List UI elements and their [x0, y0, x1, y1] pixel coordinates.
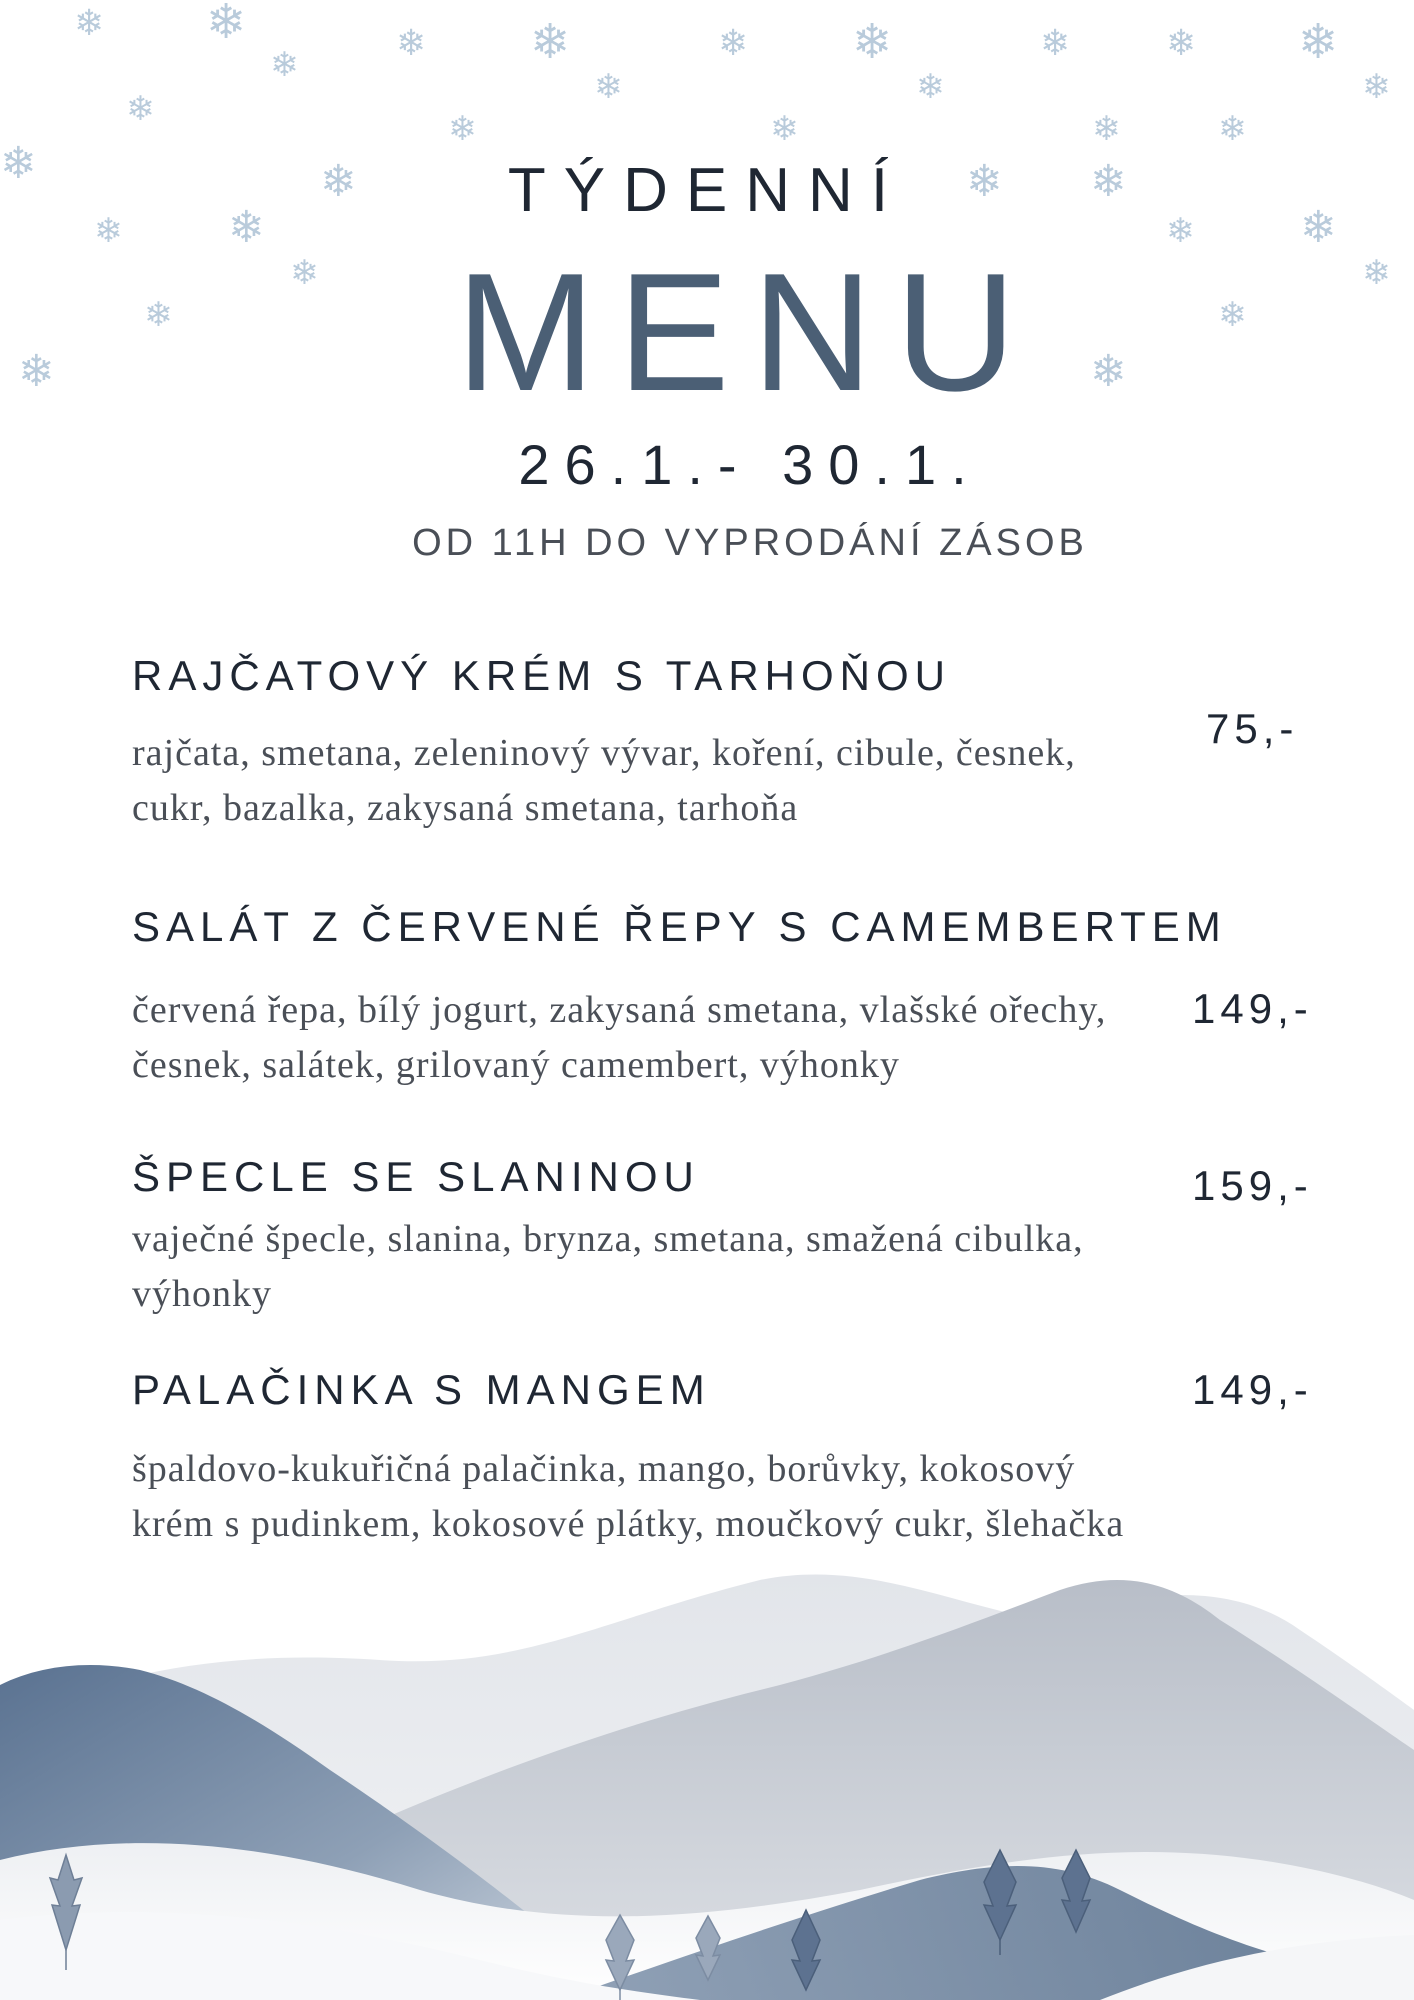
snowflake-icon: ❄: [1300, 202, 1337, 253]
menu-item-price: 159,-: [1192, 1162, 1313, 1209]
menu-item-name: RAJČATOVÝ KRÉM S TARHOŇOU: [132, 652, 951, 699]
snowflake-icon: ❄: [94, 211, 123, 251]
snowflake-icon: ❄: [126, 89, 155, 129]
menu-item-price: 149,-: [1192, 1366, 1313, 1413]
menu-item-price: 75,-: [1206, 705, 1299, 752]
page-subtitle: TÝDENNÍ: [507, 156, 907, 225]
snowflake-icon: ❄: [74, 3, 105, 44]
snowflake-icon: ❄: [594, 67, 623, 107]
snowflake-icon: ❄: [1298, 14, 1339, 70]
snowflake-icon: ❄: [770, 109, 799, 149]
page-title: MENU: [455, 238, 1039, 426]
menu-item-description: rajčata, smetana, zeleninový vývar, koření, cibule, česnek, cukr, bazalka, zakysaná smetana, tarhoňa: [132, 732, 1076, 829]
snowflake-icon: ❄: [0, 138, 37, 189]
date-range: 26.1.- 30.1.: [518, 433, 982, 496]
snowflake-icon: ❄: [1090, 346, 1127, 397]
snowflake-icon: ❄: [1166, 211, 1195, 251]
snowflake-icon: ❄: [1362, 253, 1391, 293]
snowflake-icon: ❄: [270, 45, 299, 85]
menu-item-description: vaječné špecle, slanina, brynza, smetana, smažená cibulka, výhonky: [132, 1218, 1084, 1315]
menu-item-description: špaldovo-kukuřičná palačinka, mango, borůvky, kokosový krém s pudinkem, kokosové plátky, moučkový cukr, šlehačka: [132, 1448, 1125, 1545]
opening-hours: OD 11H DO VYPRODÁNÍ ZÁSOB: [412, 522, 1088, 564]
snowflake-icon: ❄: [1092, 109, 1121, 149]
snowflake-icon: ❄: [1218, 295, 1247, 335]
snowflake-icon: ❄: [1166, 23, 1197, 64]
snowflake-icon: ❄: [1362, 67, 1391, 107]
snowflake-icon: ❄: [718, 23, 749, 64]
snowflake-icon: ❄: [852, 14, 893, 70]
snowflake-icon: ❄: [530, 14, 571, 70]
snowflake-icon: ❄: [320, 156, 357, 207]
snowflake-icon: ❄: [228, 202, 265, 253]
snowflake-icon: ❄: [916, 67, 945, 107]
snowflake-icon: ❄: [448, 109, 477, 149]
snowflake-icon: ❄: [1090, 156, 1127, 207]
snowflake-icon: ❄: [396, 23, 427, 64]
mountain-landscape-illustration: [0, 1560, 1414, 2000]
snowflake-icon: ❄: [18, 346, 55, 397]
menu-item-price: 149,-: [1192, 985, 1313, 1032]
menu-item-name: SALÁT Z ČERVENÉ ŘEPY S CAMEMBERTEM: [132, 903, 1227, 950]
snowflake-icon: ❄: [290, 253, 319, 293]
snowflake-icon: ❄: [966, 156, 1003, 207]
menu-item-description: červená řepa, bílý jogurt, zakysaná smetana, vlašské ořechy, česnek, salátek, grilovaný camembert, výhonky: [132, 989, 1107, 1086]
snowflake-icon: ❄: [1218, 109, 1247, 149]
snowflake-icon: ❄: [206, 0, 247, 50]
snowflake-icon: ❄: [1040, 23, 1071, 64]
menu-item-name: PALAČINKA S MANGEM: [132, 1366, 711, 1413]
menu-item-name: ŠPECLE SE SLANINOU: [132, 1153, 700, 1200]
snowflake-icon: ❄: [144, 295, 173, 335]
